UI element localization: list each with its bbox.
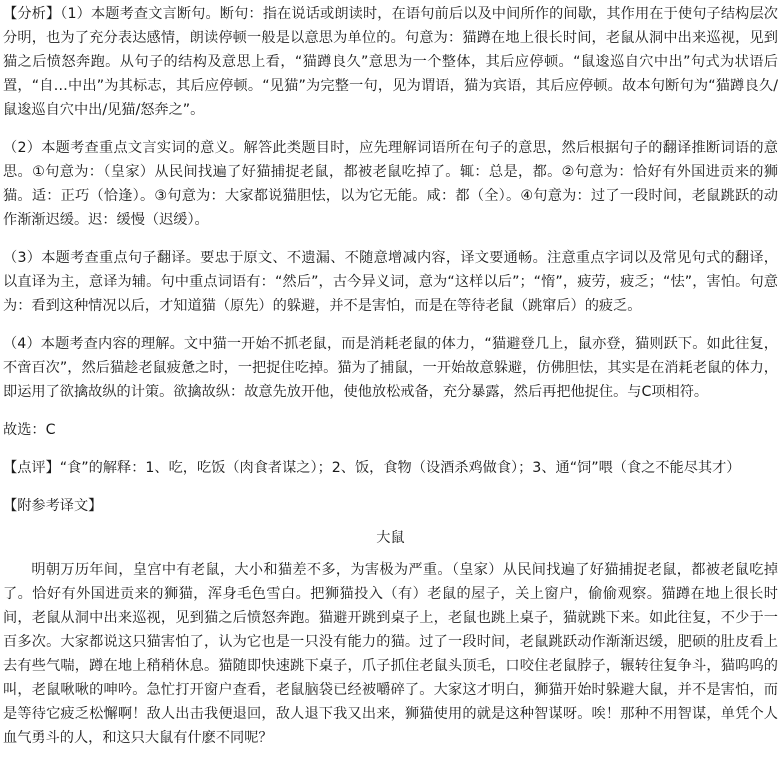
analysis-part-2: （2）本题考查重点文言实词的意义。解答此类题目时，应先理解词语所在句子的意思，然后根据句子的翻译推断词语的意思。①句意为：（皇家）从民间找遍了好猫捕捉老鼠，都被老鼠吃掉了。辄：总是，都。②句意为：恰好有外国进贡来的狮猫。适：正巧（恰逢）。③句意为：大家都说猫胆怯，以为它无能。咸：都（全）。④句意为：过了一段时间，老鼠跳跃的动作渐渐迟缓。迟：缓慢（迟缓）。 — [3, 140, 778, 228]
translation-title: 大鼠 — [376, 530, 405, 546]
translation-body: 明朝万历年间，皇宫中有老鼠，大小和猫差不多，为害极为严重。（皇家）从民间找遍了好猫捕捉老鼠，都被老鼠吃掉了。恰好有外国进贡来的狮猫，浑身毛色雪白。把狮猫投入（有）老鼠的屋子，关上窗户，偷偷观察。猫蹲在地上很长时间，老鼠从洞中出来巡视，见到猫之后愤怒奔跑。猫避开跳到桌子上，老鼠也跳上桌子，猫就跳下来。如此往复，不少于一百多次。大家都说这只猫害怕了，认为它也是一只没有能力的猫。过了一段时间，老鼠跳跃动作渐渐迟缓，肥硕的肚皮看上去有些气喘，蹲在地上稍稍休息。猫随即快速跳下桌子，爪子抓住老鼠头顶毛，口咬住老鼠脖子，辗转往复争斗，猫呜呜的叫，老鼠啾啾的呻吟。急忙打开窗户查看，老鼠脑袋已经被嚼碎了。大家这才明白，狮猫开始时躲避大鼠，并不是害怕，而是等待它疲乏松懈啊！敌人出击我便退回，敌人退下我又出来，狮猫使用的就是这种智谋呀。唉！那种不用智谋，单凭个人血气勇斗的人，和这只大鼠有什麽不同呢？ — [3, 562, 778, 746]
analysis-part-3: （3）本题考查重点句子翻译。要忠于原文、不遗漏、不随意增减内容，译文要通畅。注意重点字词以及常见句式的翻译，以直译为主，意译为辅。句中重点词语有：“然后”，古今异义词，意为“这样以后”；“惰”，疲劳，疲乏；“怯”，害怕。句意为：看到这种情况以后，才知道猫（原先）的躲避，并不是害怕，而是在等待老鼠（跳窜后）的疲乏。 — [3, 250, 778, 314]
comment-line: 【点评】“食”的解释：1、吃，吃饭（肉食者谋之）；2、饭，食物（设酒杀鸡做食）；3、通“饲”喂（食之不能尽其才） — [3, 460, 741, 476]
answer-line: 故选：C — [3, 422, 56, 438]
analysis-part-4: （4）本题考查内容的理解。文中猫一开始不抓老鼠，而是消耗老鼠的体力，“猫避登几上，鼠亦登，猫则跃下。如此往复，不啻百次”，然后猫趁老鼠疲惫之时，一把捉住吃掉。猫为了捕鼠，一开始故意躲避，仿佛胆怯，其实是在消耗老鼠的体力，即运用了欲擒故纵的计策。欲擒故纵：故意先放开他，使他放松戒备，充分暴露，然后再把他捉住。与C项相符。 — [3, 336, 778, 400]
reference-heading: 【附参考译文】 — [3, 498, 103, 514]
analysis-part-1: 【分析】（1）本题考查文言断句。断句：指在说话或朗读时，在语句前后以及中间所作的间歇，其作用在于使句子结构层次分明，也为了充分表达感情，朗读停顿一般是以意思为单位的。句意为：猫蹲在地上很长时间，老鼠从洞中出来巡视，见到猫之后愤怒奔跑。从句子的结构及意思上看，“猫蹲良久”意思为一个整体，其后应停顿。“鼠逡巡自穴中出”句式为状语后置，“自…中出”为其标志，其后应停顿。“见猫”为完整一句，见为谓语，猫为宾语，其后应停顿。故本句断句为“猫蹲良久/鼠逡巡自穴中出/见猫/怒奔之”。 — [3, 6, 778, 118]
